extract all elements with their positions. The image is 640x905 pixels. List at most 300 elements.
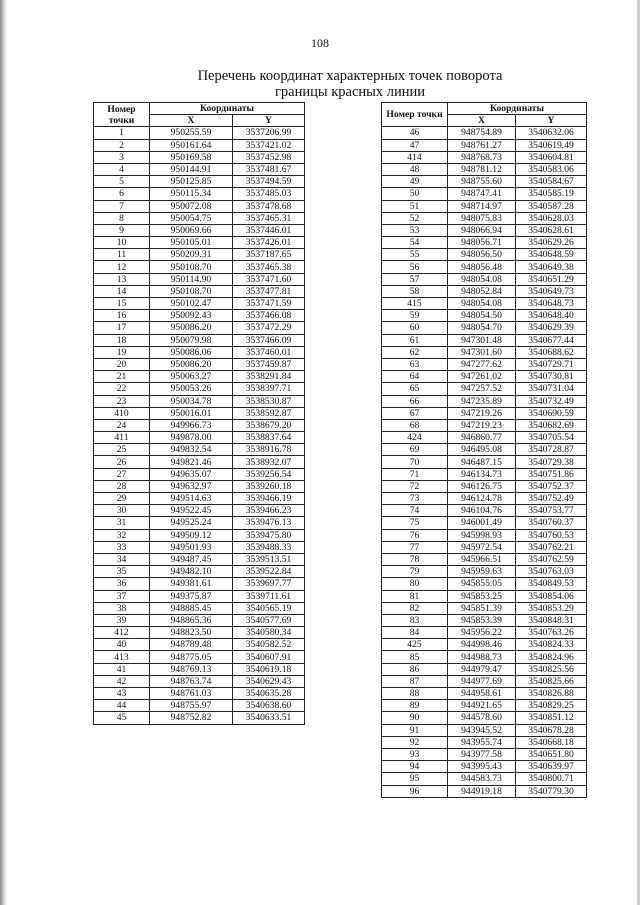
- y-coordinate-cell: 3540677.44: [516, 334, 587, 346]
- x-coordinate-cell: 950105.01: [150, 237, 233, 249]
- table-row: [94, 505, 305, 517]
- table-row: [94, 639, 305, 651]
- table-row: [94, 407, 305, 419]
- x-coordinate-cell: 948763.74: [150, 675, 233, 687]
- table-row: [94, 212, 305, 224]
- y-coordinate-cell: 3540688.62: [516, 346, 587, 358]
- table-row: [382, 358, 587, 370]
- y-coordinate-cell: 3539488.33: [233, 541, 305, 553]
- table-row: [382, 602, 587, 614]
- table-row: [94, 602, 305, 614]
- table-row: [382, 456, 587, 468]
- point-number-cell: 28: [94, 480, 150, 492]
- x-coordinate-cell: 944921.65: [448, 700, 516, 712]
- point-number-cell: 414: [382, 151, 448, 163]
- table-row: [382, 736, 587, 748]
- x-coordinate-cell: 950086.06: [150, 346, 233, 358]
- y-coordinate-cell: 3537466.09: [233, 334, 305, 346]
- point-number-cell: 94: [382, 761, 448, 773]
- table-row: [94, 517, 305, 529]
- point-number-cell: 5: [94, 176, 150, 188]
- y-coordinate-cell: 3540825.56: [516, 663, 587, 675]
- y-coordinate-cell: 3539466.23: [233, 505, 305, 517]
- table-row: [94, 322, 305, 334]
- x-coordinate-cell: 946495.08: [448, 444, 516, 456]
- table-row: [382, 614, 587, 626]
- y-coordinate-cell: 3540648.59: [516, 249, 587, 261]
- y-coordinate-cell: 3540635.28: [233, 688, 305, 700]
- y-coordinate-cell: 3537471.59: [233, 298, 305, 310]
- point-number-cell: 70: [382, 456, 448, 468]
- table-row: [94, 310, 305, 322]
- point-number-cell: 2: [94, 139, 150, 151]
- y-coordinate-cell: 3540587.28: [516, 200, 587, 212]
- x-coordinate-cell: 950069.66: [150, 224, 233, 236]
- point-number-cell: 36: [94, 578, 150, 590]
- x-coordinate-cell: 945853.25: [448, 590, 516, 602]
- x-coordinate-cell: 949878.00: [150, 432, 233, 444]
- y-coordinate-cell: 3540607.91: [233, 651, 305, 663]
- table-row: [382, 566, 587, 578]
- y-coordinate-cell: 3537481.67: [233, 163, 305, 175]
- table-row: [94, 298, 305, 310]
- table-row: [382, 139, 587, 151]
- y-coordinate-cell: 3538530.87: [233, 395, 305, 407]
- point-number-cell: 85: [382, 651, 448, 663]
- y-coordinate-cell: 3540732.49: [516, 395, 587, 407]
- x-coordinate-cell: 948056.71: [448, 237, 516, 249]
- point-number-cell: 410: [94, 407, 150, 419]
- y-coordinate-cell: 3540762.21: [516, 541, 587, 553]
- header-x: X: [150, 115, 233, 127]
- x-coordinate-cell: 950086.20: [150, 358, 233, 370]
- y-coordinate-cell: 3540824.33: [516, 639, 587, 651]
- table-row: [382, 322, 587, 334]
- x-coordinate-cell: 944958.61: [448, 688, 516, 700]
- table-row: [94, 237, 305, 249]
- table-row: [382, 237, 587, 249]
- x-coordinate-cell: 948761.27: [448, 139, 516, 151]
- x-coordinate-cell: 948714.97: [448, 200, 516, 212]
- x-coordinate-cell: 948056.48: [448, 261, 516, 273]
- y-coordinate-cell: 3540629.39: [516, 322, 587, 334]
- x-coordinate-cell: 945853.39: [448, 614, 516, 626]
- table-row: [382, 419, 587, 431]
- x-coordinate-cell: 949832.54: [150, 444, 233, 456]
- table-row: [382, 151, 587, 163]
- table-row: [382, 553, 587, 565]
- point-number-cell: 425: [382, 639, 448, 651]
- y-coordinate-cell: 3538916.78: [233, 444, 305, 456]
- table-row: [94, 456, 305, 468]
- x-coordinate-cell: 948054.70: [448, 322, 516, 334]
- table-row: [94, 493, 305, 505]
- y-coordinate-cell: 3537471.60: [233, 273, 305, 285]
- point-number-cell: 96: [382, 785, 448, 797]
- point-number-cell: 10: [94, 237, 150, 249]
- x-coordinate-cell: 947219.23: [448, 419, 516, 431]
- y-coordinate-cell: 3539475.80: [233, 529, 305, 541]
- header-coordinates: Координаты: [150, 103, 305, 115]
- table-row: [94, 566, 305, 578]
- point-number-cell: 95: [382, 773, 448, 785]
- table-row: [94, 358, 305, 370]
- scan-edge-left: [0, 0, 7, 905]
- table-row: [382, 432, 587, 444]
- y-coordinate-cell: 3537452.98: [233, 151, 305, 163]
- point-number-cell: 17: [94, 322, 150, 334]
- point-number-cell: 24: [94, 419, 150, 431]
- x-coordinate-cell: 948789.48: [150, 639, 233, 651]
- x-coordinate-cell: 946134.73: [448, 468, 516, 480]
- x-coordinate-cell: 950016.01: [150, 407, 233, 419]
- point-number-cell: 25: [94, 444, 150, 456]
- y-coordinate-cell: 3537187.65: [233, 249, 305, 261]
- point-number-cell: 415: [382, 298, 448, 310]
- table-row: [94, 163, 305, 175]
- table-row: [94, 700, 305, 712]
- table-row: [382, 334, 587, 346]
- point-number-cell: 412: [94, 627, 150, 639]
- table-row: [94, 273, 305, 285]
- x-coordinate-cell: 948755.97: [150, 700, 233, 712]
- x-coordinate-cell: 945998.93: [448, 529, 516, 541]
- table-row: [94, 139, 305, 151]
- y-coordinate-cell: 3540582.52: [233, 639, 305, 651]
- table-row: [94, 553, 305, 565]
- point-number-cell: 1: [94, 127, 150, 139]
- x-coordinate-cell: 946860.77: [448, 432, 516, 444]
- x-coordinate-cell: 947301.60: [448, 346, 516, 358]
- y-coordinate-cell: 3540826.88: [516, 688, 587, 700]
- point-number-cell: 22: [94, 383, 150, 395]
- table-row: [94, 419, 305, 431]
- point-number-cell: 26: [94, 456, 150, 468]
- x-coordinate-cell: 950144.91: [150, 163, 233, 175]
- point-number-cell: 43: [94, 688, 150, 700]
- table-row: [94, 383, 305, 395]
- x-coordinate-cell: 946001.49: [448, 517, 516, 529]
- point-number-cell: 52: [382, 212, 448, 224]
- table-row: [382, 541, 587, 553]
- point-number-cell: 53: [382, 224, 448, 236]
- x-coordinate-cell: 950034.78: [150, 395, 233, 407]
- table-row: [382, 529, 587, 541]
- x-coordinate-cell: 947257.52: [448, 383, 516, 395]
- point-number-cell: 31: [94, 517, 150, 529]
- table-row: [94, 188, 305, 200]
- table-row: [382, 261, 587, 273]
- table-row: [94, 346, 305, 358]
- y-coordinate-cell: 3540678.28: [516, 724, 587, 736]
- y-coordinate-cell: 3540763.03: [516, 566, 587, 578]
- table-row: [382, 688, 587, 700]
- table-row: [94, 285, 305, 297]
- y-coordinate-cell: 3540752.37: [516, 480, 587, 492]
- point-number-cell: 92: [382, 736, 448, 748]
- point-number-cell: 87: [382, 675, 448, 687]
- table-row: [94, 529, 305, 541]
- x-coordinate-cell: 946126.75: [448, 480, 516, 492]
- y-coordinate-cell: 3540628.61: [516, 224, 587, 236]
- y-coordinate-cell: 3540638.60: [233, 700, 305, 712]
- x-coordinate-cell: 948754.89: [448, 127, 516, 139]
- point-number-cell: 15: [94, 298, 150, 310]
- point-number-cell: 35: [94, 566, 150, 578]
- table-row: [382, 249, 587, 261]
- point-number-cell: 18: [94, 334, 150, 346]
- y-coordinate-cell: 3540763.26: [516, 627, 587, 639]
- y-coordinate-cell: 3538291.84: [233, 371, 305, 383]
- y-coordinate-cell: 3540729.71: [516, 358, 587, 370]
- x-coordinate-cell: 950255.59: [150, 127, 233, 139]
- y-coordinate-cell: 3537446.01: [233, 224, 305, 236]
- point-number-cell: 30: [94, 505, 150, 517]
- point-number-cell: 68: [382, 419, 448, 431]
- point-number-cell: 51: [382, 200, 448, 212]
- y-coordinate-cell: 3540585.19: [516, 188, 587, 200]
- x-coordinate-cell: 950079.98: [150, 334, 233, 346]
- table-row: [94, 334, 305, 346]
- table-row: [382, 127, 587, 139]
- table-row: [382, 298, 587, 310]
- point-number-cell: 411: [94, 432, 150, 444]
- point-number-cell: 82: [382, 602, 448, 614]
- x-coordinate-cell: 947235.89: [448, 395, 516, 407]
- table-row: [94, 627, 305, 639]
- y-coordinate-cell: 3539522.84: [233, 566, 305, 578]
- point-number-cell: 44: [94, 700, 150, 712]
- y-coordinate-cell: 3540762.59: [516, 553, 587, 565]
- table-row: [382, 163, 587, 175]
- point-number-cell: 39: [94, 614, 150, 626]
- table-row: [382, 346, 587, 358]
- y-coordinate-cell: 3537459.87: [233, 358, 305, 370]
- x-coordinate-cell: 950053.26: [150, 383, 233, 395]
- x-coordinate-cell: 950102.47: [150, 298, 233, 310]
- x-coordinate-cell: 943955.74: [448, 736, 516, 748]
- table-row: [94, 480, 305, 492]
- x-coordinate-cell: 947277.62: [448, 358, 516, 370]
- point-number-cell: 63: [382, 358, 448, 370]
- x-coordinate-cell: 947261.02: [448, 371, 516, 383]
- point-number-cell: 45: [94, 712, 150, 724]
- y-coordinate-cell: 3540829.25: [516, 700, 587, 712]
- table-row: [94, 541, 305, 553]
- x-coordinate-cell: 949525.24: [150, 517, 233, 529]
- left-table-body: [94, 127, 305, 724]
- point-number-cell: 7: [94, 200, 150, 212]
- point-number-cell: 21: [94, 371, 150, 383]
- x-coordinate-cell: 950054.75: [150, 212, 233, 224]
- table-row: [94, 261, 305, 273]
- point-number-cell: 40: [94, 639, 150, 651]
- y-coordinate-cell: 3540580.34: [233, 627, 305, 639]
- y-coordinate-cell: 3540628.03: [516, 212, 587, 224]
- point-number-cell: 81: [382, 590, 448, 602]
- x-coordinate-cell: 945956.22: [448, 627, 516, 639]
- y-coordinate-cell: 3540690.59: [516, 407, 587, 419]
- point-number-cell: 80: [382, 578, 448, 590]
- x-coordinate-cell: 948056.50: [448, 249, 516, 261]
- point-number-cell: 33: [94, 541, 150, 553]
- point-number-cell: 60: [382, 322, 448, 334]
- y-coordinate-cell: 3540753.77: [516, 505, 587, 517]
- y-coordinate-cell: 3540629.26: [516, 237, 587, 249]
- table-row: [382, 395, 587, 407]
- x-coordinate-cell: 945855.05: [448, 578, 516, 590]
- table-row: [382, 517, 587, 529]
- y-coordinate-cell: 3537478.68: [233, 200, 305, 212]
- table-row: [94, 468, 305, 480]
- x-coordinate-cell: 943945.52: [448, 724, 516, 736]
- point-number-cell: 4: [94, 163, 150, 175]
- y-coordinate-cell: 3540583.06: [516, 163, 587, 175]
- point-number-cell: 20: [94, 358, 150, 370]
- x-coordinate-cell: 944583.73: [448, 773, 516, 785]
- x-coordinate-cell: 948755.60: [448, 176, 516, 188]
- x-coordinate-cell: 949509.12: [150, 529, 233, 541]
- y-coordinate-cell: 3537466.08: [233, 310, 305, 322]
- x-coordinate-cell: 944977.69: [448, 675, 516, 687]
- x-coordinate-cell: 947301.48: [448, 334, 516, 346]
- point-number-cell: 12: [94, 261, 150, 273]
- y-coordinate-cell: 3540854.06: [516, 590, 587, 602]
- table-row: [382, 493, 587, 505]
- y-coordinate-cell: 3540639.97: [516, 761, 587, 773]
- table-row: [382, 200, 587, 212]
- table-row: [382, 773, 587, 785]
- y-coordinate-cell: 3540752.49: [516, 493, 587, 505]
- x-coordinate-cell: 950092.43: [150, 310, 233, 322]
- point-number-cell: 64: [382, 371, 448, 383]
- table-row: [382, 712, 587, 724]
- table-row: [382, 285, 587, 297]
- point-number-cell: 89: [382, 700, 448, 712]
- y-coordinate-cell: 3538679.20: [233, 419, 305, 431]
- y-coordinate-cell: 3540648.40: [516, 310, 587, 322]
- x-coordinate-cell: 949375.87: [150, 590, 233, 602]
- x-coordinate-cell: 944919.18: [448, 785, 516, 797]
- table-row: [382, 663, 587, 675]
- x-coordinate-cell: 946104.76: [448, 505, 516, 517]
- header-y: Y: [516, 115, 587, 127]
- point-number-cell: 19: [94, 346, 150, 358]
- y-coordinate-cell: 3540848.31: [516, 614, 587, 626]
- title-line-2: границы красных линии: [274, 84, 426, 100]
- x-coordinate-cell: 950115.34: [150, 188, 233, 200]
- x-coordinate-cell: 944988.73: [448, 651, 516, 663]
- x-coordinate-cell: 945959.63: [448, 566, 516, 578]
- table-row: [382, 176, 587, 188]
- x-coordinate-cell: 948823.50: [150, 627, 233, 639]
- x-coordinate-cell: 948054.08: [448, 298, 516, 310]
- y-coordinate-cell: 3540619.18: [233, 663, 305, 675]
- point-number-cell: 49: [382, 176, 448, 188]
- y-coordinate-cell: 3539513.51: [233, 553, 305, 565]
- x-coordinate-cell: 946487.15: [448, 456, 516, 468]
- point-number-cell: 41: [94, 663, 150, 675]
- y-coordinate-cell: 3537472.29: [233, 322, 305, 334]
- table-row: [94, 578, 305, 590]
- y-coordinate-cell: 3540584.67: [516, 176, 587, 188]
- x-coordinate-cell: 948054.50: [448, 310, 516, 322]
- point-number-cell: 73: [382, 493, 448, 505]
- title-line-1: Перечень координат характерных точек поворота: [197, 68, 503, 84]
- table-row: [382, 480, 587, 492]
- x-coordinate-cell: 948865.36: [150, 614, 233, 626]
- table-row: [94, 590, 305, 602]
- right-table-body: [382, 127, 587, 797]
- point-number-cell: 14: [94, 285, 150, 297]
- y-coordinate-cell: 3540668.18: [516, 736, 587, 748]
- table-row: [94, 675, 305, 687]
- x-coordinate-cell: 947219.26: [448, 407, 516, 419]
- x-coordinate-cell: 949522.45: [150, 505, 233, 517]
- y-coordinate-cell: 3540853.29: [516, 602, 587, 614]
- point-number-cell: 62: [382, 346, 448, 358]
- y-coordinate-cell: 3540730.81: [516, 371, 587, 383]
- table-row: [94, 712, 305, 724]
- table-row: [94, 127, 305, 139]
- y-coordinate-cell: 3540728.87: [516, 444, 587, 456]
- point-number-cell: 46: [382, 127, 448, 139]
- y-coordinate-cell: 3540682.69: [516, 419, 587, 431]
- x-coordinate-cell: 945966.51: [448, 553, 516, 565]
- table-row: [94, 688, 305, 700]
- y-coordinate-cell: 3540751.86: [516, 468, 587, 480]
- x-coordinate-cell: 948781.12: [448, 163, 516, 175]
- header-coordinates: Координаты: [448, 103, 587, 115]
- right-coordinates-table: [381, 102, 587, 798]
- x-coordinate-cell: 944998.46: [448, 639, 516, 651]
- x-coordinate-cell: 950161.64: [150, 139, 233, 151]
- x-coordinate-cell: 950072.08: [150, 200, 233, 212]
- point-number-cell: 9: [94, 224, 150, 236]
- point-number-cell: 42: [94, 675, 150, 687]
- point-number-cell: 72: [382, 480, 448, 492]
- point-number-cell: 55: [382, 249, 448, 261]
- point-number-cell: 84: [382, 627, 448, 639]
- point-number-cell: 23: [94, 395, 150, 407]
- point-number-cell: 76: [382, 529, 448, 541]
- point-number-cell: 13: [94, 273, 150, 285]
- x-coordinate-cell: 945972.54: [448, 541, 516, 553]
- header-point-line1: Номер: [107, 103, 136, 115]
- y-coordinate-cell: 3537206.99: [233, 127, 305, 139]
- point-number-cell: 48: [382, 163, 448, 175]
- x-coordinate-cell: 944578.60: [448, 712, 516, 724]
- table-row: [382, 188, 587, 200]
- y-coordinate-cell: 3540629.43: [233, 675, 305, 687]
- x-coordinate-cell: 950209.31: [150, 249, 233, 261]
- point-number-cell: 58: [382, 285, 448, 297]
- y-coordinate-cell: 3539697.77: [233, 578, 305, 590]
- table-row: [382, 212, 587, 224]
- point-number-cell: 47: [382, 139, 448, 151]
- table-row: [382, 468, 587, 480]
- y-coordinate-cell: 3540651.80: [516, 748, 587, 760]
- x-coordinate-cell: 950108.70: [150, 261, 233, 273]
- y-coordinate-cell: 3539466.19: [233, 493, 305, 505]
- table-row: [382, 273, 587, 285]
- x-coordinate-cell: 945851.39: [448, 602, 516, 614]
- table-row: [382, 407, 587, 419]
- y-coordinate-cell: 3540648.73: [516, 298, 587, 310]
- y-coordinate-cell: 3538592.87: [233, 407, 305, 419]
- point-number-cell: 54: [382, 237, 448, 249]
- x-coordinate-cell: 949482.10: [150, 566, 233, 578]
